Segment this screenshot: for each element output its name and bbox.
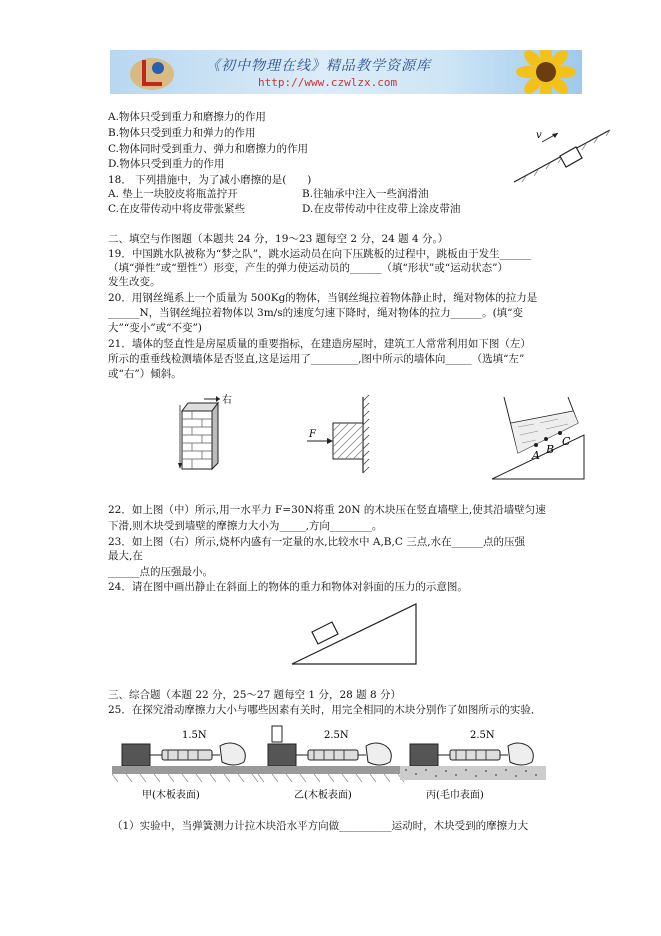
q18-stem: 18． 下列措施中，为了减小磨擦的是( ) [108, 174, 312, 186]
q17-incline-figure [512, 112, 612, 187]
q23-line3: ______点的压强最小。 [108, 566, 213, 578]
panel1-force: 1.5N [182, 730, 207, 741]
q24-text: 24．请在图中画出静止在斜面上的物体的重力和物体对斜面的压力的示意图。 [108, 581, 468, 593]
point-label-a: A [532, 449, 540, 462]
velocity-label: v [536, 130, 542, 141]
experiment-panel-2 [258, 724, 408, 802]
figure-block-wall [305, 395, 375, 475]
figure-wall-plumb [172, 393, 244, 471]
q18-option-a: A. 垫上一块胶皮将瓶盖拧开 [108, 188, 238, 200]
q22-line2: 下滑,则木块受到墙壁的摩擦力大小为_____,方向________。 [108, 520, 383, 532]
q22-line1: 22．如上图（中）所示,用一水平力 F=30N将重 20N 的木块压在竖直墙壁上,使其沿墙壁匀速 [108, 504, 546, 516]
q21-line1: 21．墙体的竖直性是房屋质量的重要指标，在建造房屋时，建筑工人常常利用如下图（左） [108, 338, 531, 350]
banner-title: 《初中物理在线》精品教学资源库 [206, 58, 431, 74]
q17-option-c: C.物体同时受到重力、弹力和磨擦力的作用 [108, 143, 308, 155]
q17-option-a: A.物体只受到重力和磨擦力的作用 [108, 111, 266, 123]
q23-line2: 最大,在 [108, 550, 143, 562]
q23-line1: 23．如上图（右）所示,烧杯内盛有一定量的水,比较水中 A,B,C 三点,水在______点的压强 [108, 536, 526, 548]
q19-line1: 19．中国跳水队被称为“梦之队”，跳水运动员在向下压跳板的过程中，跳板由于发生______ [108, 248, 532, 260]
hand-icon [366, 743, 391, 765]
panel2-force: 2.5N [324, 730, 349, 741]
q20-line1: 20．用钢丝绳系上一个质量为 500Kg的物体，当钢丝绳拉着物体静止时，绳对物体的拉力是 [108, 292, 538, 304]
q19-line2: （填“弹性”或“塑性”）形变，产生的弹力使运动员的______（填“形状”或“运动状态”） [108, 262, 508, 274]
header-banner [110, 50, 582, 94]
figure-beaker [488, 393, 588, 483]
q17-option-d: D.物体只受到重力的作用 [108, 158, 225, 170]
panel1-caption: 甲(木板表面) [142, 790, 200, 801]
force-label-f: F [309, 429, 316, 440]
hand-icon [220, 743, 245, 765]
experiment-panel-3 [400, 724, 550, 802]
direction-label-right: 右 [222, 395, 232, 406]
panel2-caption: 乙(木板表面) [294, 790, 352, 801]
q18-option-c: C.在皮带传动中将皮带张紧些 [108, 203, 245, 215]
q21-line2: 所示的重垂线检测墙体是否竖直,这是运用了_________,图中所示的墙体向_____（选填“左” [108, 353, 525, 365]
point-label-b: B [546, 443, 555, 456]
q18-option-d: D.在皮带传动中往皮带上涂皮带油 [302, 203, 461, 215]
q24-incline-figure [290, 600, 420, 668]
section3-heading: 三、综合题（本题 22 分，25～27 题每空 1 分，28 题 8 分） [108, 689, 402, 701]
logo-icon [128, 52, 176, 92]
q17-option-b: B.物体只受到重力和弹力的作用 [108, 127, 256, 139]
section2-heading: 二、填空与作图题（本题共 24 分，19～23 题每空 2 分，24 题 4 分。） [108, 233, 449, 245]
q19-line3: 发生改变。 [108, 276, 161, 288]
q25-text: 25．在探究滑动摩擦力大小与哪些因素有关时，用完全相同的木块分别作了如图所示的实验． [108, 704, 542, 716]
q18-option-b: B.往轴承中注入一些润滑油 [302, 188, 429, 200]
point-label-c: C [562, 435, 571, 448]
panel3-caption: 丙(毛巾表面) [426, 790, 484, 801]
q21-line3: 或“右”）倾斜。 [108, 368, 182, 380]
experiment-panel-1 [112, 724, 262, 802]
panel3-force: 2.5N [470, 730, 495, 741]
q20-line3: 大”“变小”或“不变”) [108, 322, 202, 334]
hand-icon [508, 743, 533, 765]
sunflower-icon [510, 50, 582, 94]
banner-url: http://www.czwlzx.com [258, 76, 398, 89]
q25-part1: （1）实验中，当弹簧测力计拉木块沿水平方向做__________运动时，木块受到的摩擦力大 [112, 820, 529, 832]
q20-line2: ______N，当钢丝绳拉着物体以 3m/s的速度匀速下降时，绳对物体的拉力______。(填“变 [108, 307, 524, 319]
